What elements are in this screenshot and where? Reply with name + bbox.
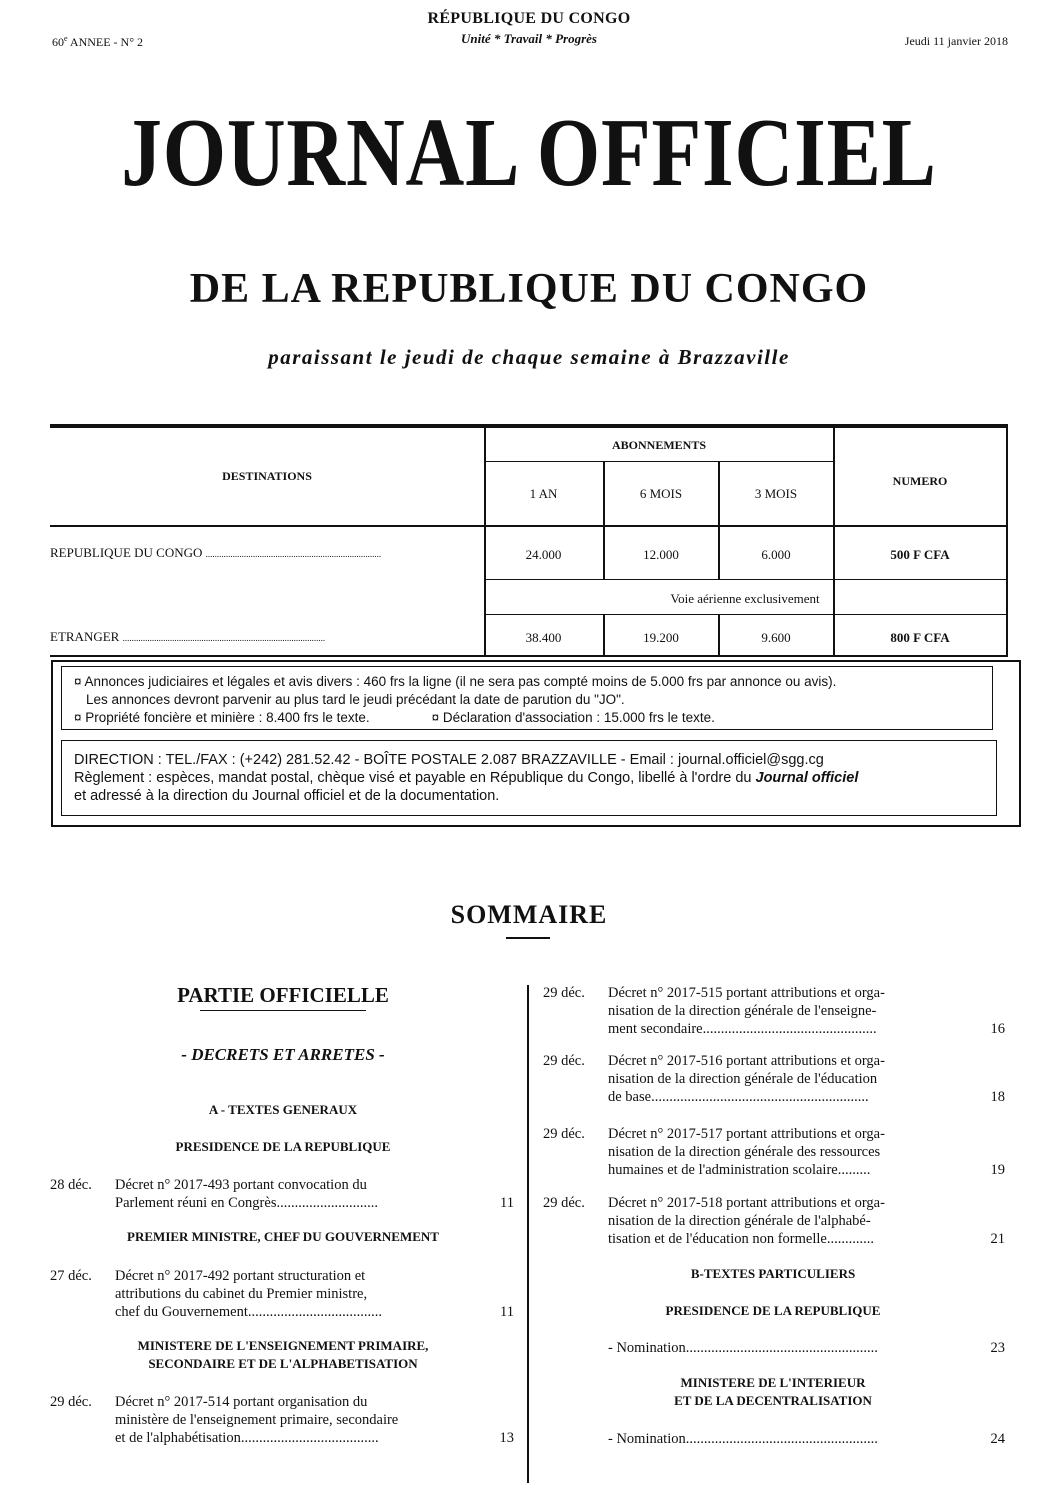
voie-aerienne-note: Voie aérienne exclusivement [670,591,820,606]
entry-page: 18 [990,1089,1005,1105]
entry-date: 29 déc. [543,1195,585,1211]
reglement-text: Règlement : espèces, mandat postal, chèque visé et payable en République du Congo, libellé à l'ordre du [74,770,756,786]
annonces-line-3 [74,709,992,727]
numero-header: NUMERO [892,474,948,488]
entry-date: 29 déc. [50,1394,92,1410]
abonnements-header: ABONNEMENTS [611,438,706,452]
price-etranger-1an: 38.400 [525,630,562,645]
entry-line: Parlement réuni en Congrès............................ [115,1195,378,1211]
ministere-ens-heading-1: MINISTERE DE L'ENSEIGNEMENT PRIMAIRE, [137,1338,429,1353]
period-6mois: 6 MOIS [639,486,683,501]
column-divider [527,985,529,1483]
ministere-int-heading-2: ET DE LA DECENTRALISATION [674,1393,872,1408]
entry-line: - Nomination..................................................... [608,1340,878,1356]
entry-line: et de l'alphabétisation...................................... [115,1430,379,1446]
annonces-box [61,666,993,730]
table-hline [50,525,1008,527]
price-etranger-3mois: 9.600 [761,630,791,645]
masthead-title: JOURNAL OFFICIEL [121,99,937,207]
entry-line: chef du Gouvernement..................................... [115,1304,382,1320]
entry-line: Décret n° 2017-518 portant attributions et orga- [608,1195,885,1211]
sommaire-entry[interactable] [608,1430,1009,1450]
entry-date: 27 déc. [50,1268,92,1284]
issue-number [52,34,143,50]
table-top-rule [50,424,1008,428]
entry-line: nisation de la direction générale de l'éducation [608,1071,878,1087]
national-motto: Unité * Travail * Progrès [460,31,597,46]
sommaire-entry[interactable] [50,1176,520,1216]
sommaire-entry[interactable] [50,1393,520,1449]
partie-officielle-heading: PARTIE OFFICIELLE [177,983,389,1007]
sommaire-entry[interactable] [50,1267,520,1323]
entry-line: Décret n° 2017-514 portant organisation du [115,1394,368,1410]
entry-date: 28 déc. [50,1177,92,1193]
table-vline [484,428,486,656]
textes-generaux-heading: A - TEXTES GENERAUX [208,1102,358,1117]
entry-date: 29 déc. [543,985,585,1001]
textes-particuliers-heading: B-TEXTES PARTICULIERS [690,1266,856,1281]
entry-line: attributions du cabinet du Premier ministre, [115,1286,368,1302]
presidence-b-heading: PRESIDENCE DE LA REPUBLIQUE [665,1303,881,1318]
sommaire-title: SOMMAIRE [450,900,608,929]
leader-dots: .......................................................................................... [122,633,326,643]
destination-congo [50,545,381,561]
masthead-tagline: paraissant le jeudi de chaque semaine à Brazzaville [268,345,790,369]
entry-line: humaines et de l'administration scolaire......... [608,1162,871,1178]
ministere-ens-heading-2: SECONDAIRE ET DE L'ALPHABETISATION [148,1356,418,1371]
table-hline [50,655,1008,657]
sommaire-entry[interactable] [543,984,1009,1040]
issue-date: Jeudi 11 janvier 2018 [904,34,1008,48]
destinations-header: DESTINATIONS [222,469,312,483]
entry-line: Décret n° 2017-492 portant structuration et [115,1268,366,1284]
destination-label: REPUBLIQUE DU CONGO [50,545,203,560]
table-vline [1006,428,1008,656]
entry-date: 29 déc. [543,1126,585,1142]
leader-dots: .............................................................................. [205,549,382,559]
entry-line: nisation de la direction générale de l'enseigne- [608,1003,877,1019]
sommaire-underline [506,937,550,939]
fonciere-text: ¤ Propriété foncière et minière : 8.400 frs le texte. [74,710,370,725]
entry-page: 13 [499,1430,514,1446]
entry-page: 23 [990,1340,1005,1356]
entry-line: tisation et de l'éducation non formelle............. [608,1231,874,1247]
entry-line: nisation de la direction générale de l'alphabé- [608,1213,871,1229]
issue-sup: e [64,34,68,43]
sommaire-entry[interactable] [543,1125,1009,1181]
price-congo-3mois: 6.000 [761,547,791,562]
issue-rest: ANNEE - N° 2 [67,35,144,49]
table-hline [484,579,1008,580]
entry-page: 21 [990,1231,1005,1247]
table-vline [833,428,835,656]
decrets-heading: - DECRETS ET ARRETES - [181,1045,385,1064]
entry-line: - Nomination..................................................... [608,1431,878,1447]
annonces-line-2: Les annonces devront parvenir au plus tard le jeudi précédant la date de parution du "JO". [86,692,625,707]
price-congo-1an: 24.000 [525,547,562,562]
annonces-line-1: ¤ Annonces judiciaires et légales et avis divers : 460 frs la ligne (il ne sera pas compté moins de 5.000 frs par annonce ou avis). [74,674,837,689]
ministere-int-heading-1: MINISTERE DE L'INTERIEUR [680,1375,866,1390]
price-etranger-6mois: 19.200 [643,630,679,645]
numero-etranger: 800 F CFA [890,630,950,645]
entry-line: Décret n° 2017-515 portant attributions et orga- [608,985,885,1001]
entry-line: de base............................................................ [608,1089,869,1105]
direction-box [61,740,997,816]
table-hline [484,461,834,462]
sommaire-entry[interactable] [543,1194,1009,1250]
table-hline [484,614,1008,615]
partie-underline [200,1010,366,1011]
period-3mois: 3 MOIS [754,486,798,501]
entry-line: Décret n° 2017-516 portant attributions et orga- [608,1053,885,1069]
entry-date: 29 déc. [543,1053,585,1069]
destination-etranger [50,629,325,645]
entry-line: Décret n° 2017-493 portant convocation du [115,1177,367,1193]
entry-page: 19 [990,1162,1005,1178]
entry-line: Décret n° 2017-517 portant attributions et orga- [608,1126,885,1142]
entry-page: 24 [990,1431,1005,1447]
masthead-subtitle: DE LA REPUBLIQUE DU CONGO [189,266,869,312]
entry-line: nisation de la direction générale des ressources [608,1144,881,1160]
entry-page: 11 [500,1195,514,1211]
direction-line-3: et adressé à la direction du Journal officiel et de la documentation. [74,788,500,804]
destination-label: ETRANGER [50,629,120,644]
sommaire-entry[interactable] [543,1052,1009,1108]
direction-line-1: DIRECTION : TEL./FAX : (+242) 281.52.42 - BOÎTE POSTALE 2.087 BRAZZAVILLE - Email : journal.officiel@sgg.cg [74,752,824,768]
republic-title: RÉPUBLIQUE DU CONGO [427,10,631,27]
direction-line-2 [74,769,996,787]
sommaire-entry[interactable] [608,1339,1009,1359]
period-1an: 1 AN [529,486,558,501]
entry-line: ment secondaire................................................ [608,1021,877,1037]
journal-officiel-ref: Journal officiel [755,770,859,786]
price-congo-6mois: 12.000 [643,547,679,562]
association-text: ¤ Déclaration d'association : 15.000 frs le texte. [431,710,715,725]
entry-line: ministère de l'enseignement primaire, secondaire [115,1412,399,1428]
premier-ministre-heading: PREMIER MINISTRE, CHEF DU GOUVERNEMENT [127,1229,439,1244]
numero-congo: 500 F CFA [890,547,950,562]
issue-prefix: 60 [52,35,64,49]
entry-page: 11 [500,1304,514,1320]
presidence-heading: PRESIDENCE DE LA REPUBLIQUE [175,1139,391,1154]
entry-page: 16 [990,1021,1005,1037]
